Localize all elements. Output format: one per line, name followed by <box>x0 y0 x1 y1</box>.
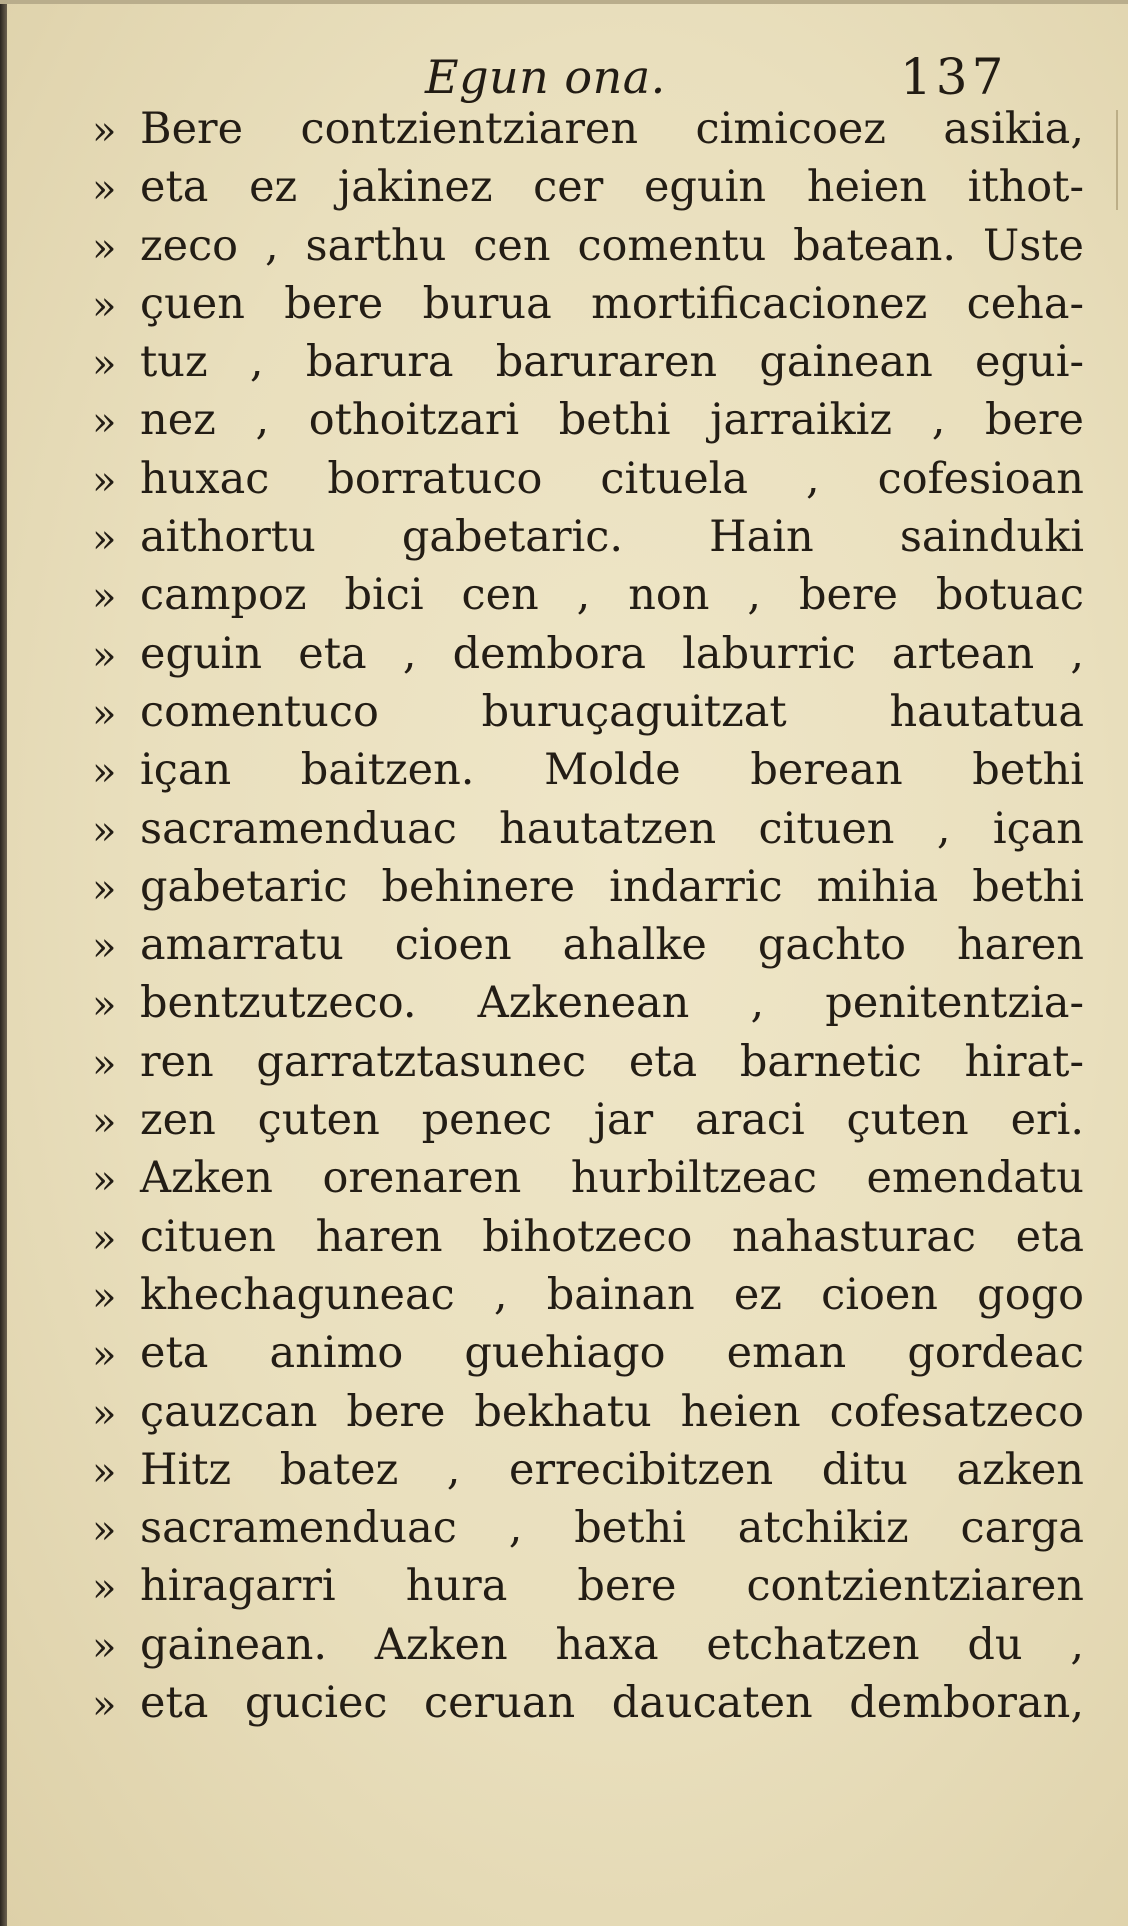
quote-mark: » <box>92 1099 117 1146</box>
line-text: gabetaric behinere indarric mihia bethi <box>140 861 1084 912</box>
quote-mark: » <box>92 1273 117 1320</box>
line-text: çauzcan bere bekhatu heien cofesatzeco <box>140 1386 1084 1437</box>
quote-mark: » <box>92 282 117 329</box>
quote-mark: » <box>92 1040 117 1087</box>
body-text <box>92 100 1084 1732</box>
line-text: nez , othoitzari bethi jarraikiz , bere <box>140 395 1084 446</box>
line-text: khechaguneac , bainan ez cioen gogo <box>140 1269 1084 1320</box>
line-text: tuz , barura baruraren gainean egui- <box>140 337 1084 388</box>
line-text: Azken orenaren hurbiltzeac emendatu <box>140 1153 1084 1204</box>
text-line-14 <box>92 858 1084 916</box>
line-text: huxac borratuco cituela , cofesioan <box>140 453 1084 504</box>
running-title: Egun ona. <box>425 50 666 104</box>
page-top-edge <box>0 0 1128 4</box>
line-text: hiragarri hura bere contzientziaren <box>140 1561 1084 1612</box>
text-line-13 <box>92 800 1084 858</box>
text-line-17 <box>92 1033 1084 1091</box>
text-line-10 <box>92 625 1084 683</box>
text-line-16 <box>92 974 1084 1032</box>
text-line-3 <box>92 217 1084 275</box>
line-text: comentuco buruçaguitzat hautatua <box>140 686 1084 737</box>
line-text: sacramenduac , bethi atchikiz carga <box>140 1503 1084 1554</box>
line-text: zeco , sarthu cen comentu batean. Uste <box>140 220 1084 271</box>
text-line-21 <box>92 1266 1084 1324</box>
text-line-19 <box>92 1149 1084 1207</box>
quote-mark: » <box>92 982 117 1029</box>
quote-mark: » <box>92 807 117 854</box>
quote-mark: » <box>92 399 117 446</box>
quote-mark: » <box>92 1507 117 1554</box>
line-text: cituen haren bihotzeco nahasturac eta <box>140 1211 1084 1262</box>
text-line-8 <box>92 508 1084 566</box>
quote-mark: » <box>92 457 117 504</box>
line-text: sacramenduac hautatzen cituen , içan <box>140 803 1084 854</box>
text-line-6 <box>92 391 1084 449</box>
text-line-20 <box>92 1208 1084 1266</box>
line-text: amarratu cioen ahalke gachto haren <box>140 920 1084 971</box>
quote-mark: » <box>92 574 117 621</box>
line-text: eta animo guehiago eman gordeac <box>140 1328 1084 1379</box>
quote-mark: » <box>92 1215 117 1262</box>
line-text: eta ez jakinez cer eguin heien ithot- <box>140 162 1084 213</box>
page-left-edge <box>0 0 7 1926</box>
quote-mark: » <box>92 224 117 271</box>
text-line-25 <box>92 1499 1084 1557</box>
text-line-12 <box>92 741 1084 799</box>
line-text: eta guciec ceruan daucaten demboran, <box>140 1678 1084 1729</box>
page-number: 137 <box>900 48 1008 106</box>
text-line-5 <box>92 333 1084 391</box>
text-line-9 <box>92 566 1084 624</box>
quote-mark: » <box>92 108 117 154</box>
quote-mark: » <box>92 1623 117 1670</box>
text-line-28 <box>92 1674 1084 1732</box>
text-line-15 <box>92 916 1084 974</box>
quote-mark: » <box>92 1332 117 1379</box>
quote-mark: » <box>92 632 117 679</box>
text-line-4 <box>92 275 1084 333</box>
quote-mark: » <box>92 1390 117 1437</box>
text-line-26 <box>92 1557 1084 1615</box>
quote-mark: » <box>92 166 117 213</box>
line-text: Bere contzientziaren cimicoez asikia, <box>140 104 1084 154</box>
line-text: campoz bici cen , non , bere botuac <box>140 570 1084 621</box>
text-line-1 <box>92 100 1084 158</box>
text-line-18 <box>92 1091 1084 1149</box>
quote-mark: » <box>92 1565 117 1612</box>
page-right-mark <box>1116 110 1118 210</box>
text-line-2 <box>92 158 1084 216</box>
line-text: Hitz batez , errecibitzen ditu azken <box>140 1444 1084 1495</box>
quote-mark: » <box>92 1448 117 1495</box>
line-text: gainean. Azken haxa etchatzen du , <box>140 1619 1084 1670</box>
quote-mark: » <box>92 749 117 796</box>
quote-mark: » <box>92 690 117 737</box>
quote-mark: » <box>92 341 117 388</box>
quote-mark: » <box>92 865 117 912</box>
line-text: zen çuten penec jar araci çuten eri. <box>140 1095 1084 1146</box>
text-line-24 <box>92 1441 1084 1499</box>
text-line-27 <box>92 1616 1084 1674</box>
line-text: bentzutzeco. Azkenean , penitentzia- <box>140 978 1084 1029</box>
line-text: eguin eta , dembora laburric artean , <box>140 628 1084 679</box>
text-line-23 <box>92 1383 1084 1441</box>
text-line-11 <box>92 683 1084 741</box>
text-line-7 <box>92 450 1084 508</box>
line-text: ren garratztasunec eta barnetic hirat- <box>140 1036 1084 1087</box>
quote-mark: » <box>92 1157 117 1204</box>
quote-mark: » <box>92 516 117 563</box>
quote-mark: » <box>92 924 117 971</box>
line-text: aithortu gabetaric. Hain sainduki <box>140 512 1084 563</box>
text-line-22 <box>92 1324 1084 1382</box>
line-text: içan baitzen. Molde berean bethi <box>140 745 1084 796</box>
line-text: çuen bere burua mortificacionez ceha- <box>140 278 1084 329</box>
quote-mark: » <box>92 1682 117 1729</box>
